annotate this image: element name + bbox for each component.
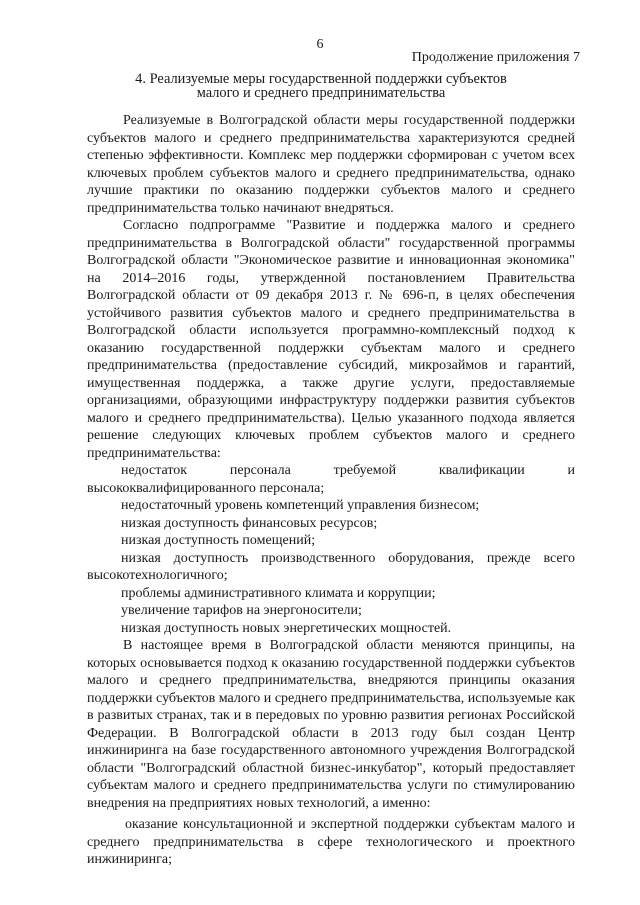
problem-item: недостаток персонала требуемой квалификации и высококвалифицированного персонала; [87, 463, 575, 496]
service-item: оказание консультационной и экспертной поддержки субъектам малого и среднего предпринимательства в сфере технологического и проектного инжиниринга; [87, 817, 575, 867]
section-heading [86, 72, 556, 100]
problem-item: недостаточный уровень компетенций управления бизнесом; [121, 498, 480, 513]
section-heading-line-1: 4. Реализуемые меры государственной поддержки субъектов [135, 71, 507, 87]
paragraph-current-changes: В настоящее время в Волгоградской области меняются принципы, на которых основывается подход к оказанию государственной поддержки субъектов малого и среднего предпринимательства, внедряются принципы оказания поддержки субъектов малого и среднего предпринимательства, используемые как в развитых странах, так и в передовых по уровню развития регионах Российской Федерации. В Волгоградской области в 2013 году был создан Центр инжиниринга на базе государственного автономного учреждения Волгоградской области "Волгоградский областной бизнес-инкубатор", который предоставляет субъектам малого и среднего предпринимательства услуги по стимулированию внедрения на предприятиях новых технологий, а именно: [87, 638, 575, 811]
paragraph-intro: Реализуемые в Волгоградской области меры государственной поддержки субъектов малого и среднего предпринимательства характеризуются средней степенью эффективности. Комплекс мер поддержки сформирован с учетом всех ключевых проблем субъектов малого и среднего предпринимательства, однако лучшие практики по оказанию поддержки субъектов малого и среднего предпринимательства только начинают внедряться. [87, 113, 575, 216]
scan-artifact-mark [228, 0, 256, 4]
continuation-note: Продолжение приложения 7 [411, 50, 580, 65]
page-number: 6 [316, 37, 324, 52]
problem-item: низкая доступность финансовых ресурсов; [121, 515, 378, 531]
problem-item: увеличение тарифов на энергоносители; [121, 603, 362, 618]
problem-item: низкая доступность помещений; [121, 533, 316, 548]
document-body [87, 112, 575, 869]
section-heading-line-2: малого и среднего предпринимательства [196, 85, 446, 101]
problem-item: низкая доступность новых энергетических мощностей. [121, 620, 452, 636]
problem-item: низкая доступность производственного оборудования, прежде всего высокотехнологичного; [87, 550, 575, 583]
paragraph-subprogram: Согласно подпрограмме "Развитие и поддержка малого и среднего предпринимательства в Волгоградской области" государственной программы Волгоградской области "Экономическое развитие и инновационная экономика" на 2014–2016 годы, утвержденной постановлением Правительства Волгоградской области от 09 декабря 2013 г. № 696-п, в целях обеспечения устойчивого развития субъектов малого и среднего предпринимательства в Волгоградской области используется программно-комплексный подход к оказанию государственной поддержки субъектам малого и среднего предпринимательства (предоставление субсидий, микрозаймов и гарантий, имущественная поддержка, а также другие услуги, предоставляемые организациями, образующими инфраструктуру поддержки развития субъектов малого и среднего предпринимательства). Целью указанного подхода является решение следующих ключевых проблем субъектов малого и среднего предпринимательства: [87, 218, 575, 461]
problem-item: проблемы административного климата и коррупции; [121, 585, 436, 601]
